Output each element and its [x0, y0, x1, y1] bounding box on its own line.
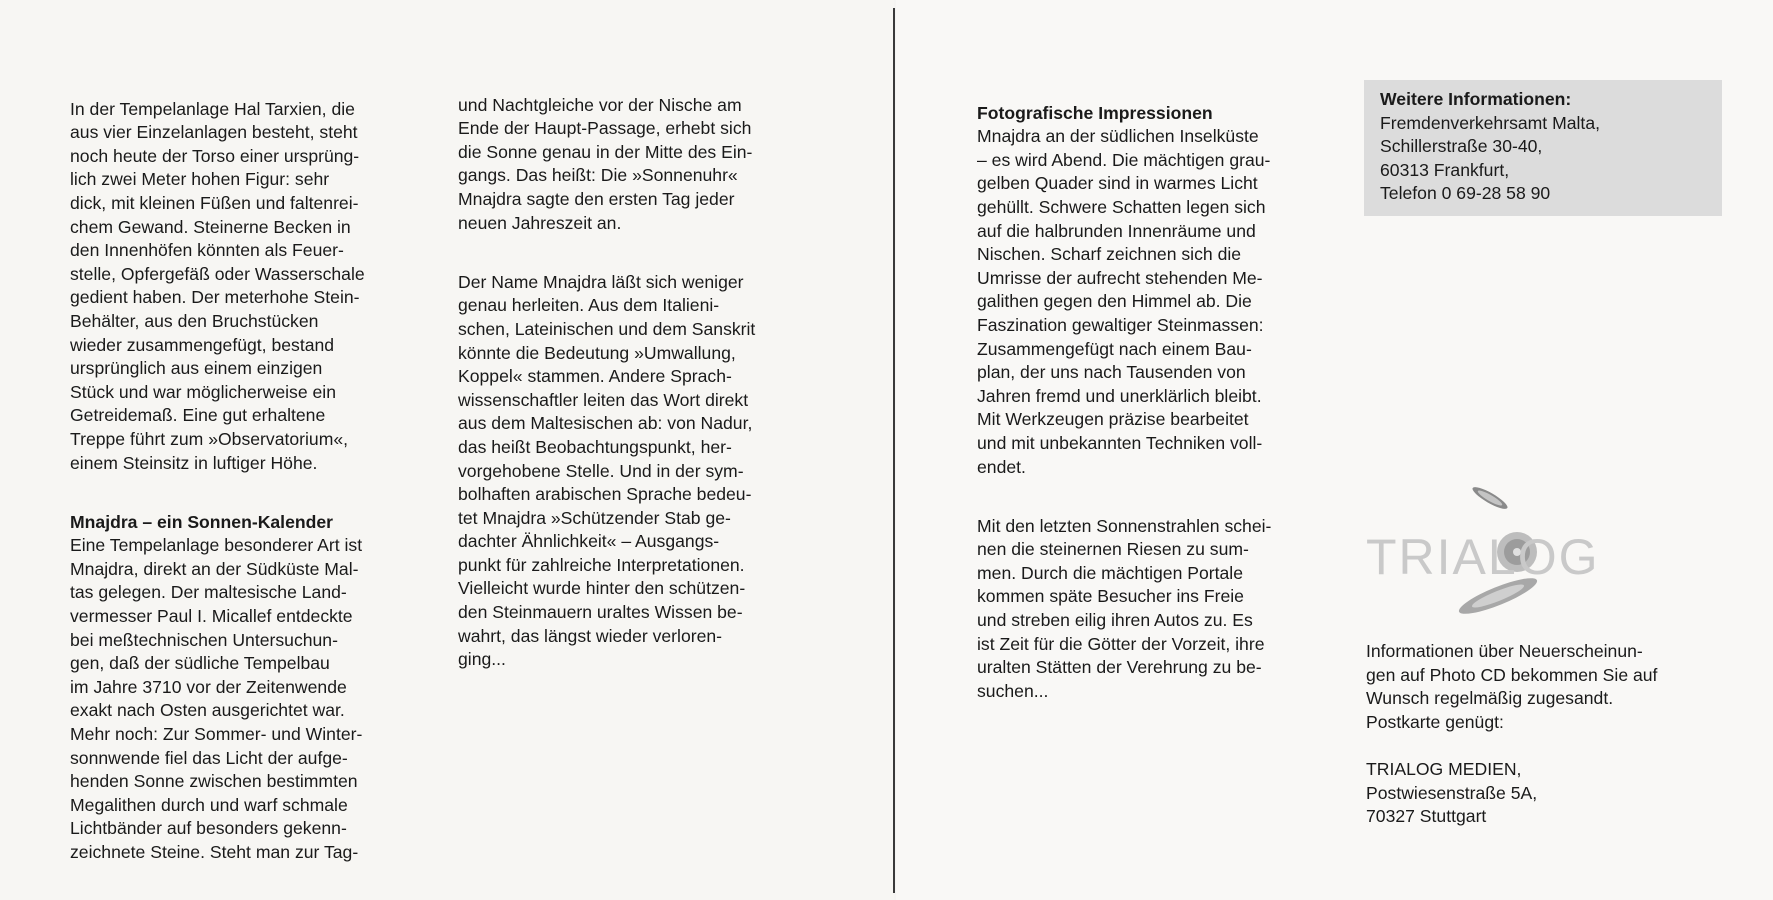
paragraph-hal-tarxien: In der Tempelanlage Hal Tarxien, die aus vier Einzelanlagen besteht, steht noch heute der Torso einer ursprüng- lich zwei Meter hohen Figur: sehr dick, mit kleinen Füßen und faltenrei- chem Gewand. Steinerne Becken in den Innenhöfen könnten als Feuer- stelle, Opfergefäß oder Wasserschale gedient haben. Der meterhohe Stein- Behälter, aus den Bruchstücken wieder zusammengefügt, bestand ursprünglich aus einem einzigen Stück und war möglicherweise ein Getreidemaß. Eine gut erhaltene Treppe führt zum »Observatorium«, einem Steinsitz in luftiger Höhe.: [70, 98, 365, 473]
paragraph-equinox: und Nachtgleiche vor der Nische am Ende der Haupt-Passage, erhebt sich die Sonne genau in der Mitte des Ein- gangs. Das heißt: Die »Sonnenuhr« Mnajdra sagte den ersten Tag jeder neuen Jahreszeit an.: [458, 94, 753, 233]
info-box-heading: Weitere Informationen:: [1380, 89, 1572, 109]
logo-wordmark: TRIALOG: [1366, 529, 1600, 585]
section-heading-impressionen: Fotografische Impressionen: [977, 102, 1213, 123]
paragraph-mnajdra: Eine Tempelanlage besonderer Art ist Mnajdra, direkt an der Südküste Mal- tas gelegen. Der maltesische Land- vermesser Paul I. Micallef entdeckte bei meßtechnischen Untersuchun- gen, daß der südliche Tempelbau im Jahre 3710 vor der Zeitenwende exakt nach Osten ausgerichtet war. Mehr noch: Zur Sommer- und Winter- sonnwende fiel das Licht der aufge- henden Sonne zwischen bestimmten Megalithen durch und warf schmale Lichtbänder auf besonders gekenn- zeichnete Steine. Steht man zur Tag-: [70, 535, 363, 862]
paragraph-name-origin: Der Name Mnajdra läßt sich weniger genau herleiten. Aus dem Italieni- schen, Lateinischen und dem Sanskrit könnte die Bedeutung »Umwallung, Koppel« stammen. Andere Sprach- wissenschaftler leiten das Wort direkt aus dem Maltesischen ab: von Nadur, das heißt Beobachtungspunkt, her- vorgehobene Stelle. Und in der sym- bolhaften arabischen Sprache bedeu- tet Mnajdra »Schützender Stab ge- dachter Ähnlichkeit« – Ausgangs- punkt für zahlreiche Interpretationen. Vielleicht wurde hinter den schützen- den Steinmauern uraltes Wissen be- wahrt, das längst wieder verloren- ging...: [458, 271, 756, 670]
left-column: [70, 74, 430, 900]
section-mnajdra: [70, 511, 430, 865]
right-column: [977, 78, 1337, 739]
section-heading-mnajdra: Mnajdra – ein Sonnen-Kalender: [70, 511, 333, 532]
info-box-body: Fremdenverkehrsamt Malta, Schillerstraße 30-40, 60313 Frankfurt, Telefon 0 69-28 58 90: [1380, 112, 1600, 204]
section-impressionen: [977, 102, 1337, 480]
publisher-address: TRIALOG MEDIEN, Postwiesenstraße 5A, 70327 Stuttgart: [1366, 759, 1538, 827]
booklet-spine: [893, 8, 895, 893]
paragraph-sunset: Mit den letzten Sonnenstrahlen schei- nen die steinernen Riesen zu sum- men. Durch die mächtigen Portale kommen späte Besucher ins Freie und streben eilig ihren Autos zu. Es ist Zeit für die Götter der Vorzeit, ihre uralten Stätten der Verehrung zu be- suchen...: [977, 515, 1272, 701]
info-box: [1364, 80, 1722, 216]
paragraph-evening: Mnajdra an der südlichen Inselküste – es wird Abend. Die mächtigen grau- gelben Quader sind in warmes Licht gehüllt. Schwere Schatten legen sich auf die halbrunden Innenräume und Nischen. Scharf zeichnen sich die Umrisse der aufrecht stehenden Me- galithen gegen den Himmel ab. Die Faszination gewaltiger Steinmassen: Zusammengefügt nach einem Bau- plan, der uns nach Tausenden von Jahren fremd und unerklärlich bleibt. Mit Werkzeugen präzise bearbeitet und mit unbekannten Techniken voll- endet.: [977, 126, 1271, 477]
newsletter-info: Informationen über Neuerscheinun- gen auf Photo CD bekommen Sie auf Wunsch regelmäßig zugesandt. Postkarte genügt:: [1366, 641, 1658, 732]
trialog-logo: [1362, 480, 1602, 620]
middle-column: [458, 70, 828, 707]
